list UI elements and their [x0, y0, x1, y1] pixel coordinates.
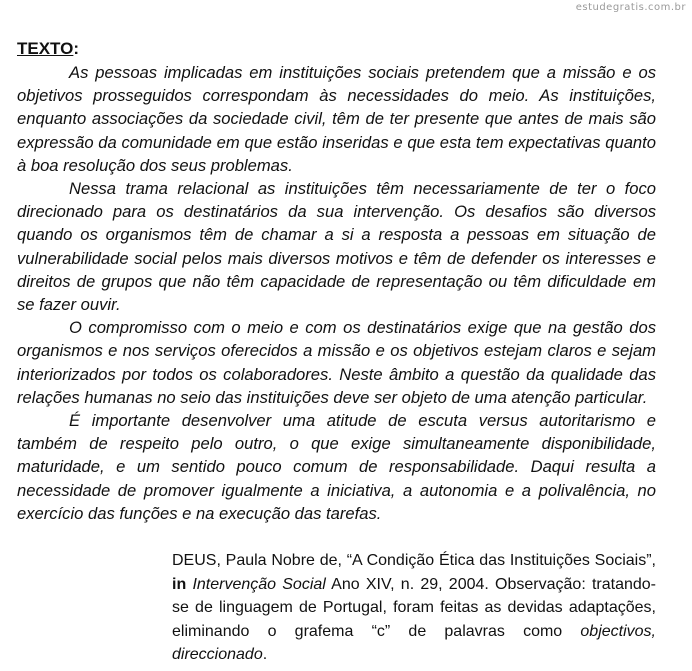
paragraph-1: As pessoas implicadas em instituições sociais pretendem que a missão e os objetivos prosseguidos correspondam às necessidades do meio. As instituições, enquanto associações da sociedade civil, têm de ter presente que antes de mais são expressão da comunidade em que estão inseridas e que esta tem expectativas quanto à boa resolução dos seus problemas.: [17, 63, 656, 175]
bibliographic-reference: [172, 549, 656, 667]
watermark: estudegratis.com.br: [575, 2, 686, 13]
reference-authors-title: DEUS, Paula Nobre de, “A Condição Ética das Instituições Sociais”,: [172, 552, 656, 569]
paragraph-4: É importante desenvolver uma atitude de escuta versus autoritarismo e também de respeito pelo outro, o que exige simultaneamente disponibilidade, maturidade, e um sentido pouco comum de responsabilidade. Daqui resulta a necessidade de promover igualmente a iniciativa, a autonomia e a polivalência, no exercício das funções e na execução das tarefas.: [17, 411, 656, 523]
paragraph-3: O compromisso com o meio e com os destinatários exige que na gestão dos organismos e nos serviços oferecidos a missão e os objetivos estejam claros e sejam interiorizados por todos os colaboradores. Neste âmbito a questão da qualidade das relações humanas no seio das instituições deve ser objeto de uma atenção particular.: [17, 318, 656, 407]
reference-details-note: Ano XIV, n. 29, 2004. Observação: tratando-se de linguagem de Portugal, foram feitas as devidas adaptações, eliminando o grafema “c” de palavras como: [172, 575, 657, 640]
reference-source-title: Intervenção Social: [192, 575, 326, 593]
heading-label: TEXTO: [17, 39, 74, 58]
reference-end: .: [262, 646, 268, 663]
heading-colon: :: [73, 39, 80, 58]
text-content: [17, 37, 656, 525]
reference-example-words: objectivos, direccionado: [172, 622, 656, 663]
reference-in: in: [172, 575, 187, 593]
section-heading: [17, 37, 656, 61]
body-text: [17, 61, 656, 525]
paragraph-2: Nessa trama relacional as instituições têm necessariamente de ter o foco direcionado para os destinatários da sua intervenção. Os desafios são diversos quando os organismos têm de chamar a si a resposta a pessoas em situação de vulnerabilidade social pelos mais diversos motivos e têm de defender os interesses e direitos de grupos que não têm capacidade de representação ou têm dificuldade em se fazer ouvir.: [17, 179, 656, 315]
